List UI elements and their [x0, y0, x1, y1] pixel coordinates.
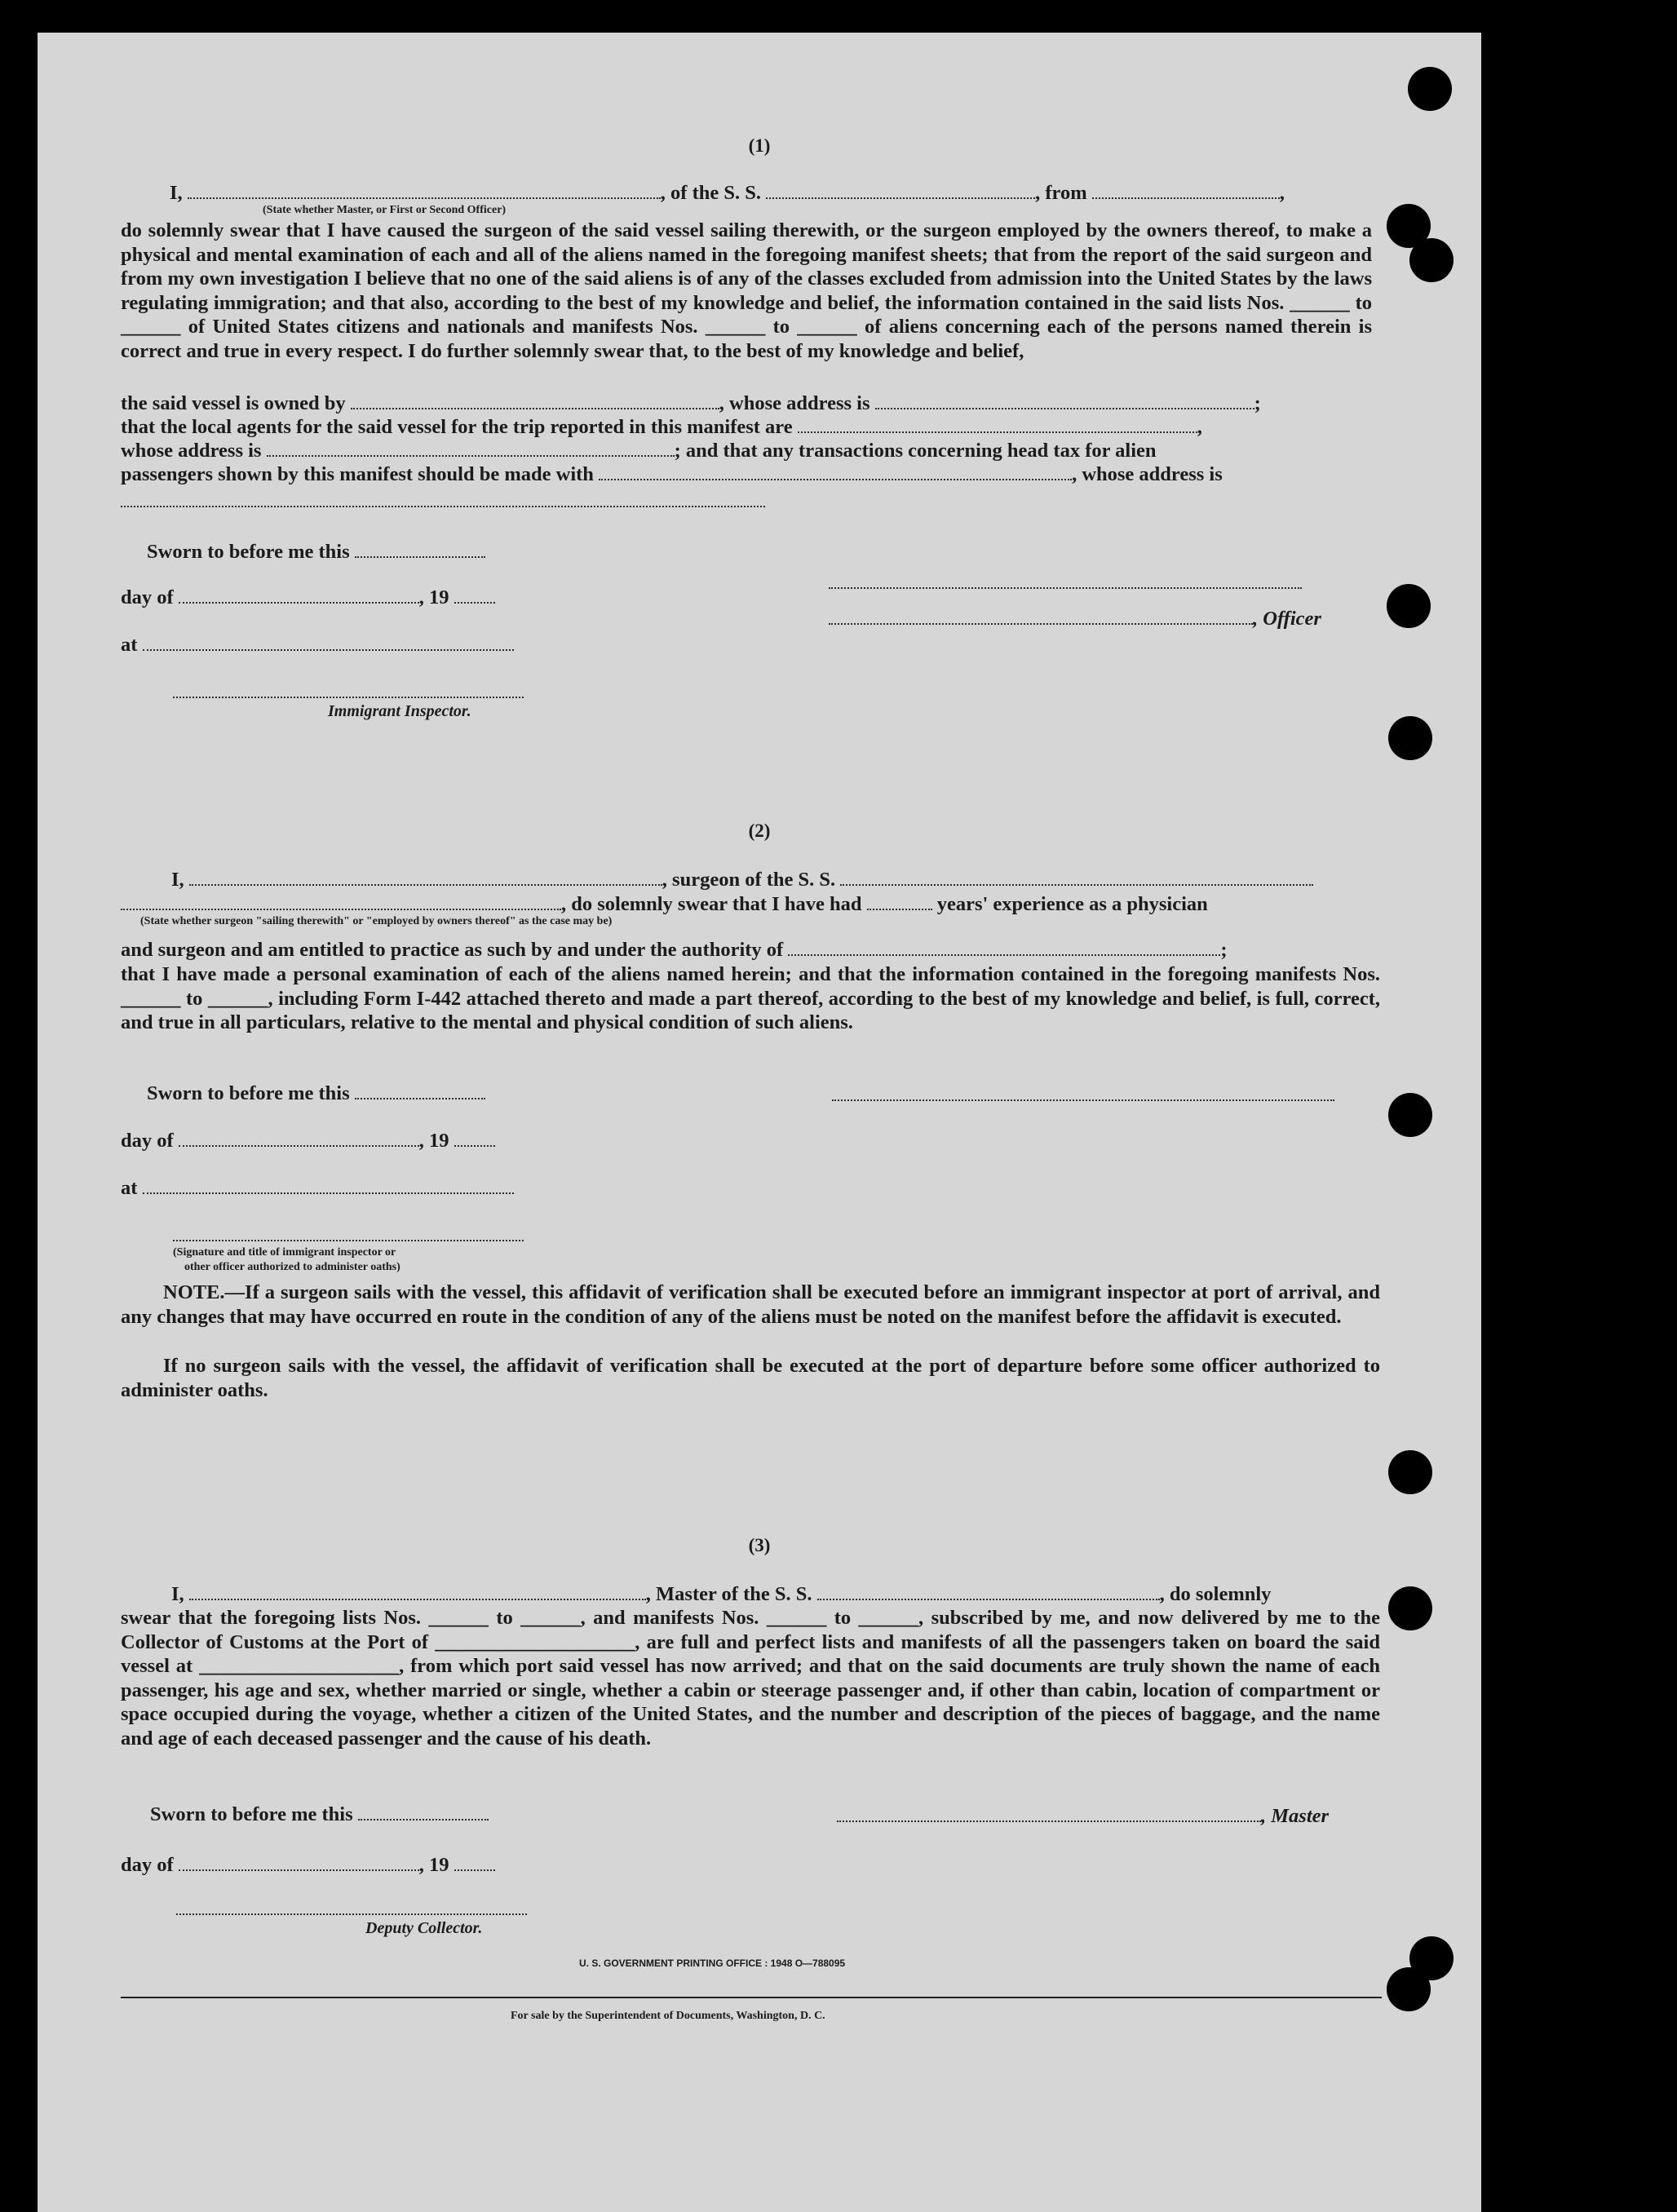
s2-sworn-label: Sworn to before me this	[147, 1082, 350, 1104]
s2-at-line	[121, 1176, 514, 1200]
s3-month-field[interactable]	[179, 1853, 419, 1871]
s3-day-line	[121, 1853, 495, 1877]
s1-i-label: I,	[170, 182, 183, 204]
s2-day-of-label: day of	[121, 1130, 174, 1152]
s2-signature-note-1: (Signature and title of immigrant inspector or	[173, 1246, 396, 1259]
s1-at-place-field[interactable]	[143, 633, 514, 651]
local-agents-label: that the local agents for the said vessel for the trip reported in this manifest are	[121, 416, 793, 438]
s1-officer-signature-top[interactable]	[829, 587, 1302, 589]
punch-hole-6	[1388, 1093, 1432, 1137]
s3-sworn-label: Sworn to before me this	[150, 1803, 353, 1825]
s3-year-field[interactable]	[454, 1853, 495, 1871]
s2-at-place-field[interactable]	[143, 1176, 514, 1194]
s3-year-label: , 19	[418, 1854, 449, 1876]
section2-line2	[121, 892, 1208, 916]
head-tax-label: ; and that any transactions concerning head tax for alien	[674, 440, 1157, 462]
s2-signature-note-2: other officer authorized to administer oaths)	[184, 1261, 400, 1273]
owner-address-label: , whose address is	[719, 392, 870, 414]
authority-line	[121, 938, 1228, 962]
section1-line1	[170, 181, 1285, 205]
s1-officer-signature-field[interactable]	[829, 607, 1253, 625]
s2-vessel-name-field[interactable]	[840, 868, 1313, 886]
form-sheet	[38, 33, 1481, 2212]
s3-master-name-field[interactable]	[189, 1582, 646, 1600]
s1-month-field[interactable]	[179, 586, 419, 604]
s2-sworn-day-field[interactable]	[355, 1082, 485, 1099]
local-agents-line	[121, 415, 1202, 439]
punch-hole-3	[1409, 238, 1454, 282]
s1-of-ss-label: , of the S. S.	[660, 182, 761, 204]
authority-field[interactable]	[788, 938, 1220, 956]
comma-1: ,	[1197, 416, 1202, 438]
s1-sworn-line	[147, 540, 485, 564]
s1-sworn-label: Sworn to before me this	[147, 541, 350, 563]
authority-label: and surgeon and am entitled to practice as such by and under the authority of	[121, 939, 784, 961]
s2-years-label: years' experience as a physician	[936, 893, 1208, 915]
s2-sworn-line	[147, 1082, 485, 1105]
master-name-field[interactable]	[188, 181, 661, 199]
s1-day-of-label: day of	[121, 586, 174, 608]
punch-hole-10	[1387, 1967, 1431, 2011]
s1-from-label: , from	[1035, 182, 1087, 204]
passengers-label: passengers shown by this manifest should be made with	[121, 463, 594, 485]
punch-hole-1	[1408, 67, 1452, 111]
s3-master-of-ss-label: , Master of the S. S.	[645, 1583, 812, 1605]
s3-day-of-label: day of	[121, 1854, 174, 1876]
section2-line1	[171, 868, 1313, 891]
head-tax-contact-field[interactable]	[599, 462, 1072, 480]
s2-surgeon-of-ss-label: , surgeon of the S. S.	[662, 869, 836, 891]
contact-address-line[interactable]	[121, 506, 765, 507]
s3-vessel-name-field[interactable]	[817, 1582, 1160, 1600]
s2-year-label: , 19	[418, 1130, 449, 1152]
local-agents-field[interactable]	[798, 415, 1197, 433]
s1-officer-line	[829, 607, 1321, 630]
s2-day-line	[121, 1129, 495, 1152]
s3-sworn-day-field[interactable]	[358, 1803, 489, 1820]
s3-master-signature-line	[837, 1804, 1329, 1828]
vessel-name-field[interactable]	[766, 181, 1035, 199]
from-port-field[interactable]	[1092, 181, 1280, 199]
s3-i-label: I,	[171, 1583, 184, 1605]
no-surgeon-note-paragraph: If no surgeon sails with the vessel, the affidavit of verification shall be executed at the port of departure before some officer authorized to administer oaths.	[121, 1355, 1380, 1401]
s2-surgeon-signature-line[interactable]	[832, 1099, 1334, 1101]
s2-month-field[interactable]	[179, 1129, 419, 1147]
s2-inspector-signature-line[interactable]	[173, 1240, 524, 1241]
s2-year-field[interactable]	[454, 1129, 495, 1147]
surgeon-name-field[interactable]	[189, 868, 662, 886]
s1-sworn-day-field[interactable]	[355, 540, 485, 558]
s1-at-label: at	[121, 634, 138, 656]
officer-label: , Officer	[1253, 608, 1321, 630]
s1-day-line	[121, 586, 495, 609]
owner-field[interactable]	[351, 392, 719, 409]
s1-year-field[interactable]	[454, 586, 495, 604]
punch-hole-4	[1387, 584, 1431, 628]
s3-sworn-line	[150, 1803, 489, 1826]
s1-year-label: , 19	[418, 586, 449, 608]
punch-hole-5	[1388, 716, 1432, 760]
printing-office-imprint: U. S. GOVERNMENT PRINTING OFFICE : 1948 O—788095	[579, 1958, 846, 1969]
s3-solemnly-label: , do solemnly	[1159, 1583, 1272, 1605]
owned-by-label: the said vessel is owned by	[121, 392, 346, 414]
s3-collector-signature-line[interactable]	[176, 1913, 527, 1915]
section2-oath-paragraph: that I have made a personal examination of each of the aliens named herein; and that the information contained in the foregoing manifests Nos. ______ to ______, including Form I-442 attached thereto and made a part thereof, according to the best of my knowledge and belief, is full, correct, and true in all particulars, relative to the mental and physical condition of such aliens.	[121, 963, 1380, 1033]
owner-address-field[interactable]	[875, 392, 1254, 409]
footer-rule	[121, 1997, 1382, 1998]
s1-at-line	[121, 633, 514, 657]
years-experience-field[interactable]	[867, 892, 932, 910]
contact-address-label: , whose address is	[1072, 463, 1223, 485]
agent-address-line	[121, 439, 1157, 462]
semicolon-2: ;	[1220, 939, 1228, 961]
semicolon-1: ;	[1254, 392, 1261, 414]
punch-hole-7	[1388, 1450, 1432, 1494]
deputy-collector-label: Deputy Collector.	[365, 1919, 483, 1937]
section1-oath-paragraph: do solemnly swear that I have caused the surgeon of the said vessel sailing therewith, or the surgeon employed by the owners thereof, to make a physical and mental examination of each and all of the aliens named in the foregoing manifest sheets; that from the report of the said surgeon and from my own investigation I believe that no one of the said aliens is of any of the classes excluded from admission into the United States by the laws regulating immigration; and that also, according to the best of my knowledge and belief, the information contained in the said lists Nos. ______ to ______ of United States citizens and nationals and manifests Nos. ______ to ______ of aliens concerning each of the persons named therein is correct and true in every respect. I do further solemnly swear that, to the best of my knowledge and belief,	[121, 219, 1372, 362]
passengers-line	[121, 462, 1223, 486]
surgeon-note-paragraph: NOTE.—If a surgeon sails with the vessel, this affidavit of verification shall be executed before an immigrant inspector at port of arrival, and any changes that may have occurred en route in the condition of any of the aliens must be noted on the manifest before the affidavit is executed.	[121, 1281, 1380, 1328]
master-label: , Master	[1261, 1805, 1330, 1827]
section3-heading: (3)	[748, 1535, 771, 1555]
s1-comma: ,	[1279, 182, 1285, 204]
surgeon-status-field[interactable]	[121, 892, 561, 910]
for-sale-imprint: For sale by the Superintendent of Documents, Washington, D. C.	[511, 2010, 825, 2022]
s2-swear-label: , do solemnly swear that I have had	[561, 893, 862, 915]
s2-i-label: I,	[171, 869, 184, 891]
s2-at-label: at	[121, 1177, 138, 1199]
s3-master-signature-field[interactable]	[837, 1804, 1261, 1822]
section1-heading: (1)	[748, 135, 771, 156]
punch-hole-8	[1388, 1586, 1432, 1630]
s1-inspector-signature-line[interactable]	[173, 697, 524, 698]
immigrant-inspector-label: Immigrant Inspector.	[328, 702, 471, 720]
section2-heading: (2)	[748, 821, 771, 841]
section3-line1	[171, 1582, 1271, 1606]
section3-oath-paragraph: swear that the foregoing lists Nos. ______ to ______, and manifests Nos. ______ to ______, subscribed by me, and now delivered by me to the Collector of Customs at the Port of ____________________, are full and perfect lists and manifests of all the passengers taken on board the said vessel at ____________________, from which port said vessel has now arrived; and that on the said documents are truly shown the name of each passenger, his age and sex, whether married or single, whether a cabin or steerage passenger and, if other than cabin, location of compartment or space occupied during the voyage, whether a citizen of the United States, and the number and description of the pieces of baggage, and the name and age of each deceased passenger and the cause of his death.	[121, 1607, 1380, 1750]
agent-address-field[interactable]	[267, 439, 675, 457]
surgeon-status-note: (State whether surgeon "sailing therewith" or "employed by owners thereof" as the case may be)	[140, 915, 613, 927]
officer-rank-note: (State whether Master, or First or Second Officer)	[263, 204, 507, 216]
agent-address-label: whose address is	[121, 440, 262, 462]
owned-by-line	[121, 392, 1261, 415]
